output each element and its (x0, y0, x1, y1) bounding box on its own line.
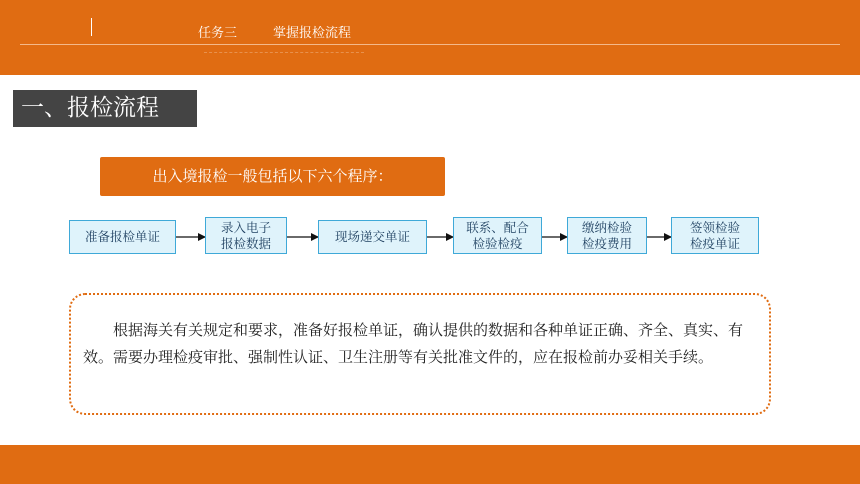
step-line: 检疫单证 (689, 235, 740, 251)
step-line: 现场递交单证 (334, 229, 410, 244)
step-line: 签领检验 (689, 219, 740, 235)
footer-bar (0, 445, 860, 484)
step-line: 检验检疫 (472, 235, 523, 251)
flow-step-pay-fees (567, 217, 647, 254)
step-line: 检疫费用 (581, 235, 632, 251)
step-line: 准备报检单证 (84, 229, 160, 244)
section-heading: 一、报检流程 (13, 90, 197, 127)
step-line: 录入电子 (220, 219, 271, 235)
flow-step-enter-electronic-data (205, 217, 287, 254)
intro-banner: 出入境报检一般包括以下六个程序： (100, 157, 445, 196)
header-task-label: 任务三 (198, 26, 238, 41)
step-line: 联系、配合 (466, 219, 529, 235)
step-line: 报检数据 (220, 235, 271, 251)
description-text: 根据海关有关规定和要求，准备好报检单证，确认提供的数据和各种单证正确、齐全、真实、有效。需要办理检疫审批、强制性认证、卫生注册等有关批准文件的，应在报检前办妥相关手续。 (83, 321, 744, 366)
header-title: 掌握报检流程 (273, 26, 352, 41)
flow-step-submit-documents (318, 220, 427, 254)
flow-step-collect-certificates (671, 217, 759, 254)
description-box (69, 293, 771, 415)
flow-step-inspection-cooperation (453, 217, 542, 254)
step-line: 缴纳检验 (581, 219, 632, 235)
flow-step-prepare-documents (69, 220, 176, 254)
